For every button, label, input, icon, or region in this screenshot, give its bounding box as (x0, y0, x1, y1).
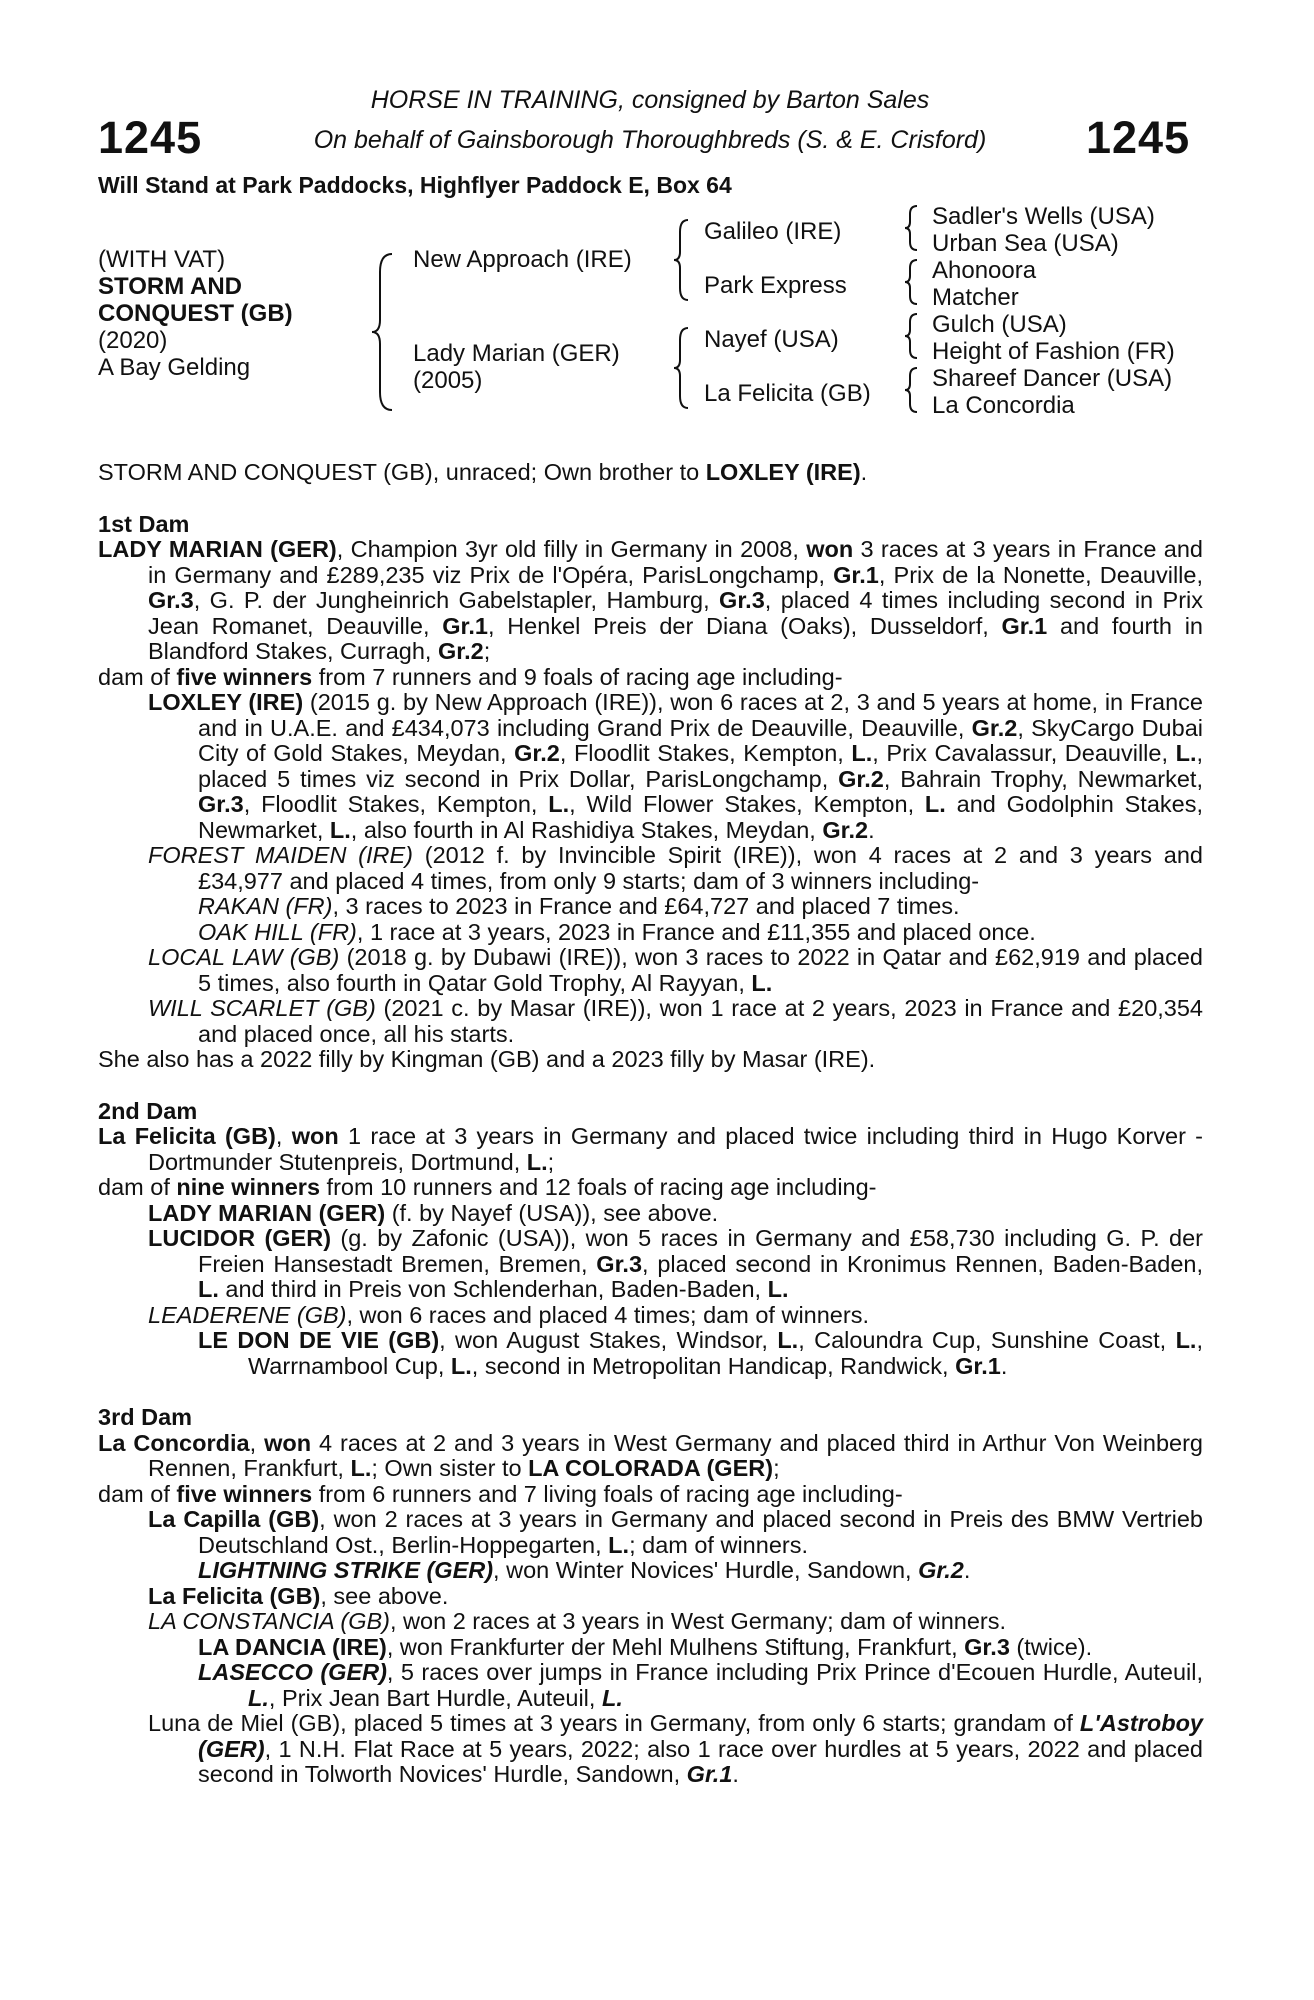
text-run: . (732, 1761, 739, 1787)
text-run: , 3 races to 2023 in France and £64,727 and placed 7 times. (332, 893, 960, 919)
produce-entry (98, 894, 1203, 920)
text-run: dam of (98, 1174, 177, 1200)
text-run: ; (773, 1455, 780, 1481)
text-run: , Henkel Preis der Diana (Oaks), Dusseldorf, (487, 612, 1002, 639)
produce-entry (98, 1303, 1203, 1329)
bold-run: L. (350, 1455, 372, 1481)
produce-entry (98, 920, 1203, 946)
produce-entry (98, 690, 1203, 843)
bold-run: Gr.1 (1001, 612, 1048, 639)
third-dam-heading: 3rd Dam (98, 1404, 193, 1430)
text-run: ; Own sister to (371, 1455, 529, 1481)
consignment-block (230, 80, 1070, 160)
text-run: , Prix Jean Bart Hurdle, Auteuil, (268, 1684, 602, 1711)
produce-entry (98, 1711, 1203, 1788)
produce-entry (98, 1226, 1203, 1303)
bold-run: Gr.3 (148, 587, 194, 613)
produce-entry (98, 1635, 1203, 1661)
stand-location: Will Stand at Park Paddocks, Highflyer Paddock E, Box 64 (98, 172, 732, 198)
text-run: , Prix de la Nonette, Deauville, (878, 561, 1203, 588)
italic-run: LEADERENE (GB) (148, 1301, 347, 1328)
gg-8: La Concordia (932, 392, 1075, 419)
text-run: dam of (98, 663, 177, 690)
italic-run: WILL SCARLET (GB) (148, 995, 376, 1021)
text-run: 1 race at 3 years in Germany and placed twice including third in Hugo Korver - Dortmunder Stutenpreis, Dortmund, (148, 1123, 1203, 1175)
sire-sire: Galileo (IRE) (704, 218, 842, 245)
text-run: (f. by Nayef (USA)), see above. (385, 1199, 719, 1226)
bold-run: L. (1175, 1327, 1197, 1353)
text-run: (2015 g. by New Approach (IRE)), won 6 races at 2, 3 and 5 years at home, in France and in U.A.E. and £434,073 including Grand Prix de Deauville, Deauville, (198, 689, 1203, 741)
bold-run: L. (248, 1684, 269, 1711)
bold-run: LADY MARIAN (GER) (98, 536, 337, 562)
brace-g1 (903, 204, 921, 252)
text-run: , Champion 3yr old filly in Germany in 2008, (336, 536, 807, 562)
text-run: , 1 race at 3 years, 2023 in France and £11,355 and placed once. (356, 918, 1036, 945)
text-run: , Caloundra Cup, Sunshine Coast, (798, 1327, 1176, 1353)
text-run: from 7 runners and 9 foals of racing age including- (312, 663, 843, 690)
bold-run: Gr.2 (918, 1557, 964, 1583)
bold-run: five winners (176, 1480, 313, 1507)
bold-run: L. (851, 740, 873, 766)
bold-run: La Felicita (GB) (148, 1582, 321, 1609)
brother-name: LOXLEY (IRE) (705, 459, 861, 485)
catalogue-body (98, 460, 1203, 1788)
second-dam-heading: 2nd Dam (98, 1097, 198, 1124)
gg-7: Shareef Dancer (USA) (932, 365, 1173, 392)
brace-gen1 (370, 252, 396, 412)
bold-run: won (806, 536, 854, 562)
text-run: , placed second in Kronimus Rennen, Baden-Baden, (642, 1250, 1204, 1277)
text-run: , won 2 races at 3 years in West Germany; dam of winners. (390, 1608, 1007, 1634)
bold-run: Gr.1 (442, 612, 488, 639)
text-run: , SkyCargo Dubai City of Gold Stakes, Meydan, (198, 714, 1203, 766)
produce-entry (98, 1507, 1203, 1558)
dam-record (98, 537, 1203, 665)
bold-run: LIGHTNING STRIKE (GER) (198, 1557, 494, 1583)
intro-line (98, 460, 1203, 486)
text-run: ; (547, 1148, 555, 1175)
bold-run: L. (450, 1352, 472, 1379)
text-run: , Prix Cavalassur, Deauville, (872, 740, 1176, 766)
gg-4: Matcher (932, 284, 1019, 311)
bold-run: LE DON DE VIE (GB) (198, 1327, 440, 1353)
bold-run: L. (526, 1148, 548, 1175)
text-run: from 10 runners and 12 foals of racing age including- (320, 1174, 877, 1200)
produce-entry (98, 996, 1203, 1047)
dam-dam: La Felicita (GB) (704, 380, 871, 407)
text-run: . (868, 816, 875, 843)
text-run: , (275, 1123, 292, 1149)
text-run: . (1000, 1352, 1008, 1379)
lot-number-right: 1245 (1086, 112, 1191, 163)
text-run: and Godolphin Stakes, Newmarket, (198, 791, 1203, 843)
text-run: , 1 N.H. Flat Race at 5 years, 2022; also 1 race over hurdles at 5 years, 2022 and placed second in Tolworth Novices' Hurdle, Sandown, (198, 1735, 1203, 1787)
italic-run: LOCAL LAW (GB) (148, 944, 340, 970)
consignment-line: HORSE IN TRAINING, consigned by Barton Sales (370, 86, 930, 114)
gg-5: Gulch (USA) (932, 311, 1067, 338)
horse-block (98, 246, 293, 381)
produce-entry (98, 1201, 1203, 1227)
dam-year: (2005) (413, 367, 483, 394)
dam-record (98, 1431, 1203, 1482)
text-run: , won 2 races at 3 years in Germany and placed second in Preis des BMW Vertrieb Deutschland Ost., Berlin-Hoppegarten, (198, 1506, 1203, 1558)
dam-produce-summary (98, 665, 1203, 691)
bold-run: LADY MARIAN (GER) (148, 1199, 386, 1226)
produce-entry (98, 843, 1203, 894)
bold-run: L. (777, 1327, 799, 1353)
bold-run: L. (767, 1276, 789, 1302)
text-run: , (249, 1429, 265, 1456)
gg-6: Height of Fashion (FR) (932, 338, 1175, 365)
bold-run: Gr.2 (438, 638, 484, 664)
produce-entry (98, 1584, 1203, 1610)
gg-2: Urban Sea (USA) (932, 230, 1119, 257)
bold-run: won (291, 1123, 339, 1149)
text-run: She also has a 2022 filly by Kingman (GB) and a 2023 filly by Masar (IRE). (98, 1046, 876, 1072)
bold-run: Gr.2 (838, 765, 884, 792)
bold-run: Gr.3 (964, 1633, 1010, 1660)
text-run: , won August Stakes, Windsor, (439, 1327, 778, 1353)
horse-name-line2: CONQUEST (GB) (98, 300, 293, 327)
intro-end: . (860, 459, 868, 485)
gg-1: Sadler's Wells (USA) (932, 203, 1155, 230)
dam-record (98, 1124, 1203, 1175)
produce-entry (98, 1558, 1203, 1584)
dam-produce-summary (98, 1175, 1203, 1201)
text-run: , won Frankfurter der Mehl Mulhens Stiftung, Frankfurt, (386, 1633, 965, 1660)
text-run: , placed 5 times viz second in Prix Dollar, ParisLongchamp, (198, 740, 1204, 792)
first-dam-heading: 1st Dam (98, 510, 190, 537)
bold-run: Gr.1 (686, 1761, 733, 1787)
text-run: Luna de Miel (GB), placed 5 times at 3 years in Germany, from only 6 starts; grandam of (148, 1710, 1080, 1736)
bold-run: five winners (176, 663, 313, 690)
bold-run: L. (601, 1684, 623, 1711)
text-run: from 6 runners and 7 living foals of racing age including- (312, 1480, 903, 1507)
dam-foals-note (98, 1047, 1203, 1073)
italic-run: OAK HILL (FR) (198, 918, 357, 945)
dam-block (413, 340, 620, 394)
text-run: (twice). (1009, 1633, 1093, 1660)
dam: Lady Marian (GER) (413, 340, 620, 367)
text-run: , second in Metropolitan Handicap, Randwick, (471, 1352, 956, 1379)
text-run: and third in Preis von Schlenderhan, Baden-Baden, (218, 1276, 768, 1302)
text-run: ; (483, 638, 491, 664)
produce-entry (98, 1660, 1203, 1711)
bold-run: L'Astroboy (GER) (198, 1710, 1203, 1762)
bold-run: L. (924, 791, 946, 817)
text-run: dam of (98, 1480, 177, 1507)
text-run: , Floodlit Stakes, Kempton, (559, 740, 852, 766)
bold-run: won (264, 1429, 312, 1456)
text-run: , won Winter Novices' Hurdle, Sandown, (493, 1557, 919, 1583)
lot-number-left: 1245 (98, 112, 203, 163)
horse-description: A Bay Gelding (98, 354, 251, 381)
bold-run: L. (751, 969, 773, 996)
text-run: , Bahrain Trophy, Newmarket, (883, 765, 1203, 792)
text-run: , Wild Flower Stakes, Kempton, (569, 791, 925, 817)
bold-run: Gr.2 (514, 740, 560, 766)
produce-entry (98, 1609, 1203, 1635)
brace-g3 (903, 312, 921, 360)
bold-run: Gr.3 (596, 1250, 643, 1277)
horse-year: (2020) (98, 327, 168, 354)
bold-run: LUCIDOR (GER) (148, 1225, 332, 1251)
bold-run: L. (198, 1276, 219, 1302)
text-run: (g. by Zafonic (USA)), won 5 races in Germany and £58,730 including G. P. der Freien Hansestadt Bremen, Bremen, (198, 1225, 1203, 1277)
text-run: , placed 4 times including second in Prix Jean Romanet, Deauville, (148, 587, 1203, 639)
bold-run: Gr.1 (955, 1352, 1001, 1379)
sire-dam: Park Express (704, 272, 847, 299)
text-run: , G. P. der Jungheinrich Gabelstapler, Hamburg, (193, 587, 720, 613)
dam-produce-summary (98, 1482, 1203, 1508)
text-run: , Warrnambool Cup, (248, 1327, 1203, 1379)
bold-run: LASECCO (GER) (198, 1659, 387, 1685)
horse-name-line1: STORM AND (98, 273, 242, 300)
text-run: and fourth in Blandford Stakes, Curragh, (148, 612, 1203, 664)
dam-sire: Nayef (USA) (704, 326, 839, 353)
brace-dam (672, 326, 692, 410)
brace-g4 (903, 366, 921, 414)
bold-run: Gr.2 (971, 714, 1018, 741)
produce-entry (98, 1328, 1203, 1379)
text-run: (2018 g. by Dubawi (IRE)), won 3 races to 2022 in Qatar and £62,919 and placed 5 times, also fourth in Qatar Gold Trophy, Al Rayyan, (198, 944, 1203, 996)
bold-run: Gr.3 (198, 791, 244, 817)
bold-run: LA COLORADA (GER) (528, 1455, 774, 1481)
bold-run: L. (329, 816, 351, 843)
intro-text: STORM AND CONQUEST (GB), unraced; Own brother to (98, 459, 706, 485)
bold-run: Gr.2 (822, 816, 869, 843)
text-run: , Floodlit Stakes, Kempton, (243, 791, 549, 817)
text-run: , 5 races over jumps in France including Prix Prince d'Ecouen Hurdle, Auteuil, (386, 1659, 1204, 1685)
bold-run: L. (1175, 740, 1197, 766)
text-run: 3 races at 3 years in France and in Germany and £289,235 viz Prix de l'Opéra, ParisLongchamp, (148, 536, 1203, 588)
bold-run: La Concordia (98, 1429, 250, 1456)
on-behalf-line: On behalf of Gainsborough Thoroughbreds (S. & E. Crisford) (313, 126, 987, 154)
text-run: , also fourth in Al Rashidiya Stakes, Meydan, (350, 816, 823, 843)
bold-run: L. (548, 791, 570, 817)
italic-run: LA CONSTANCIA (GB) (148, 1608, 390, 1634)
gg-3: Ahonoora (932, 257, 1037, 284)
brace-sire (672, 218, 692, 302)
vat-note: (WITH VAT) (98, 246, 226, 273)
produce-entry (98, 945, 1203, 996)
text-run: , won 6 races and placed 4 times; dam of winners. (346, 1301, 869, 1328)
brace-g2 (903, 258, 921, 306)
bold-run: Gr.3 (719, 587, 765, 613)
sire: New Approach (IRE) (413, 246, 632, 273)
italic-run: FOREST MAIDEN (IRE) (148, 842, 414, 868)
bold-run: La Felicita (GB) (98, 1123, 276, 1149)
text-run: . (963, 1557, 971, 1583)
italic-run: RAKAN (FR) (198, 893, 333, 919)
bold-run: Gr.1 (833, 561, 879, 588)
bold-run: nine winners (176, 1174, 321, 1200)
text-run: ; dam of winners. (629, 1531, 808, 1558)
bold-run: LA DANCIA (IRE) (198, 1633, 387, 1660)
text-run: 4 races at 2 and 3 years in West Germany and placed third in Arthur Von Weinberg Rennen, Frankfurt, (148, 1429, 1203, 1481)
bold-run: LOXLEY (IRE) (148, 689, 304, 715)
text-run: , see above. (320, 1582, 449, 1609)
bold-run: La Capilla (GB) (148, 1506, 320, 1532)
text-run: (2012 f. by Invincible Spirit (IRE)), won 4 races at 2 and 3 years and £34,977 and placed 4 times, from only 9 starts; dam of 3 winners including- (198, 842, 1204, 894)
text-run: (2021 c. by Masar (IRE)), won 1 race at 2 years, 2023 in France and £20,354 and placed once, all his starts. (198, 995, 1203, 1047)
bold-run: L. (608, 1531, 630, 1558)
